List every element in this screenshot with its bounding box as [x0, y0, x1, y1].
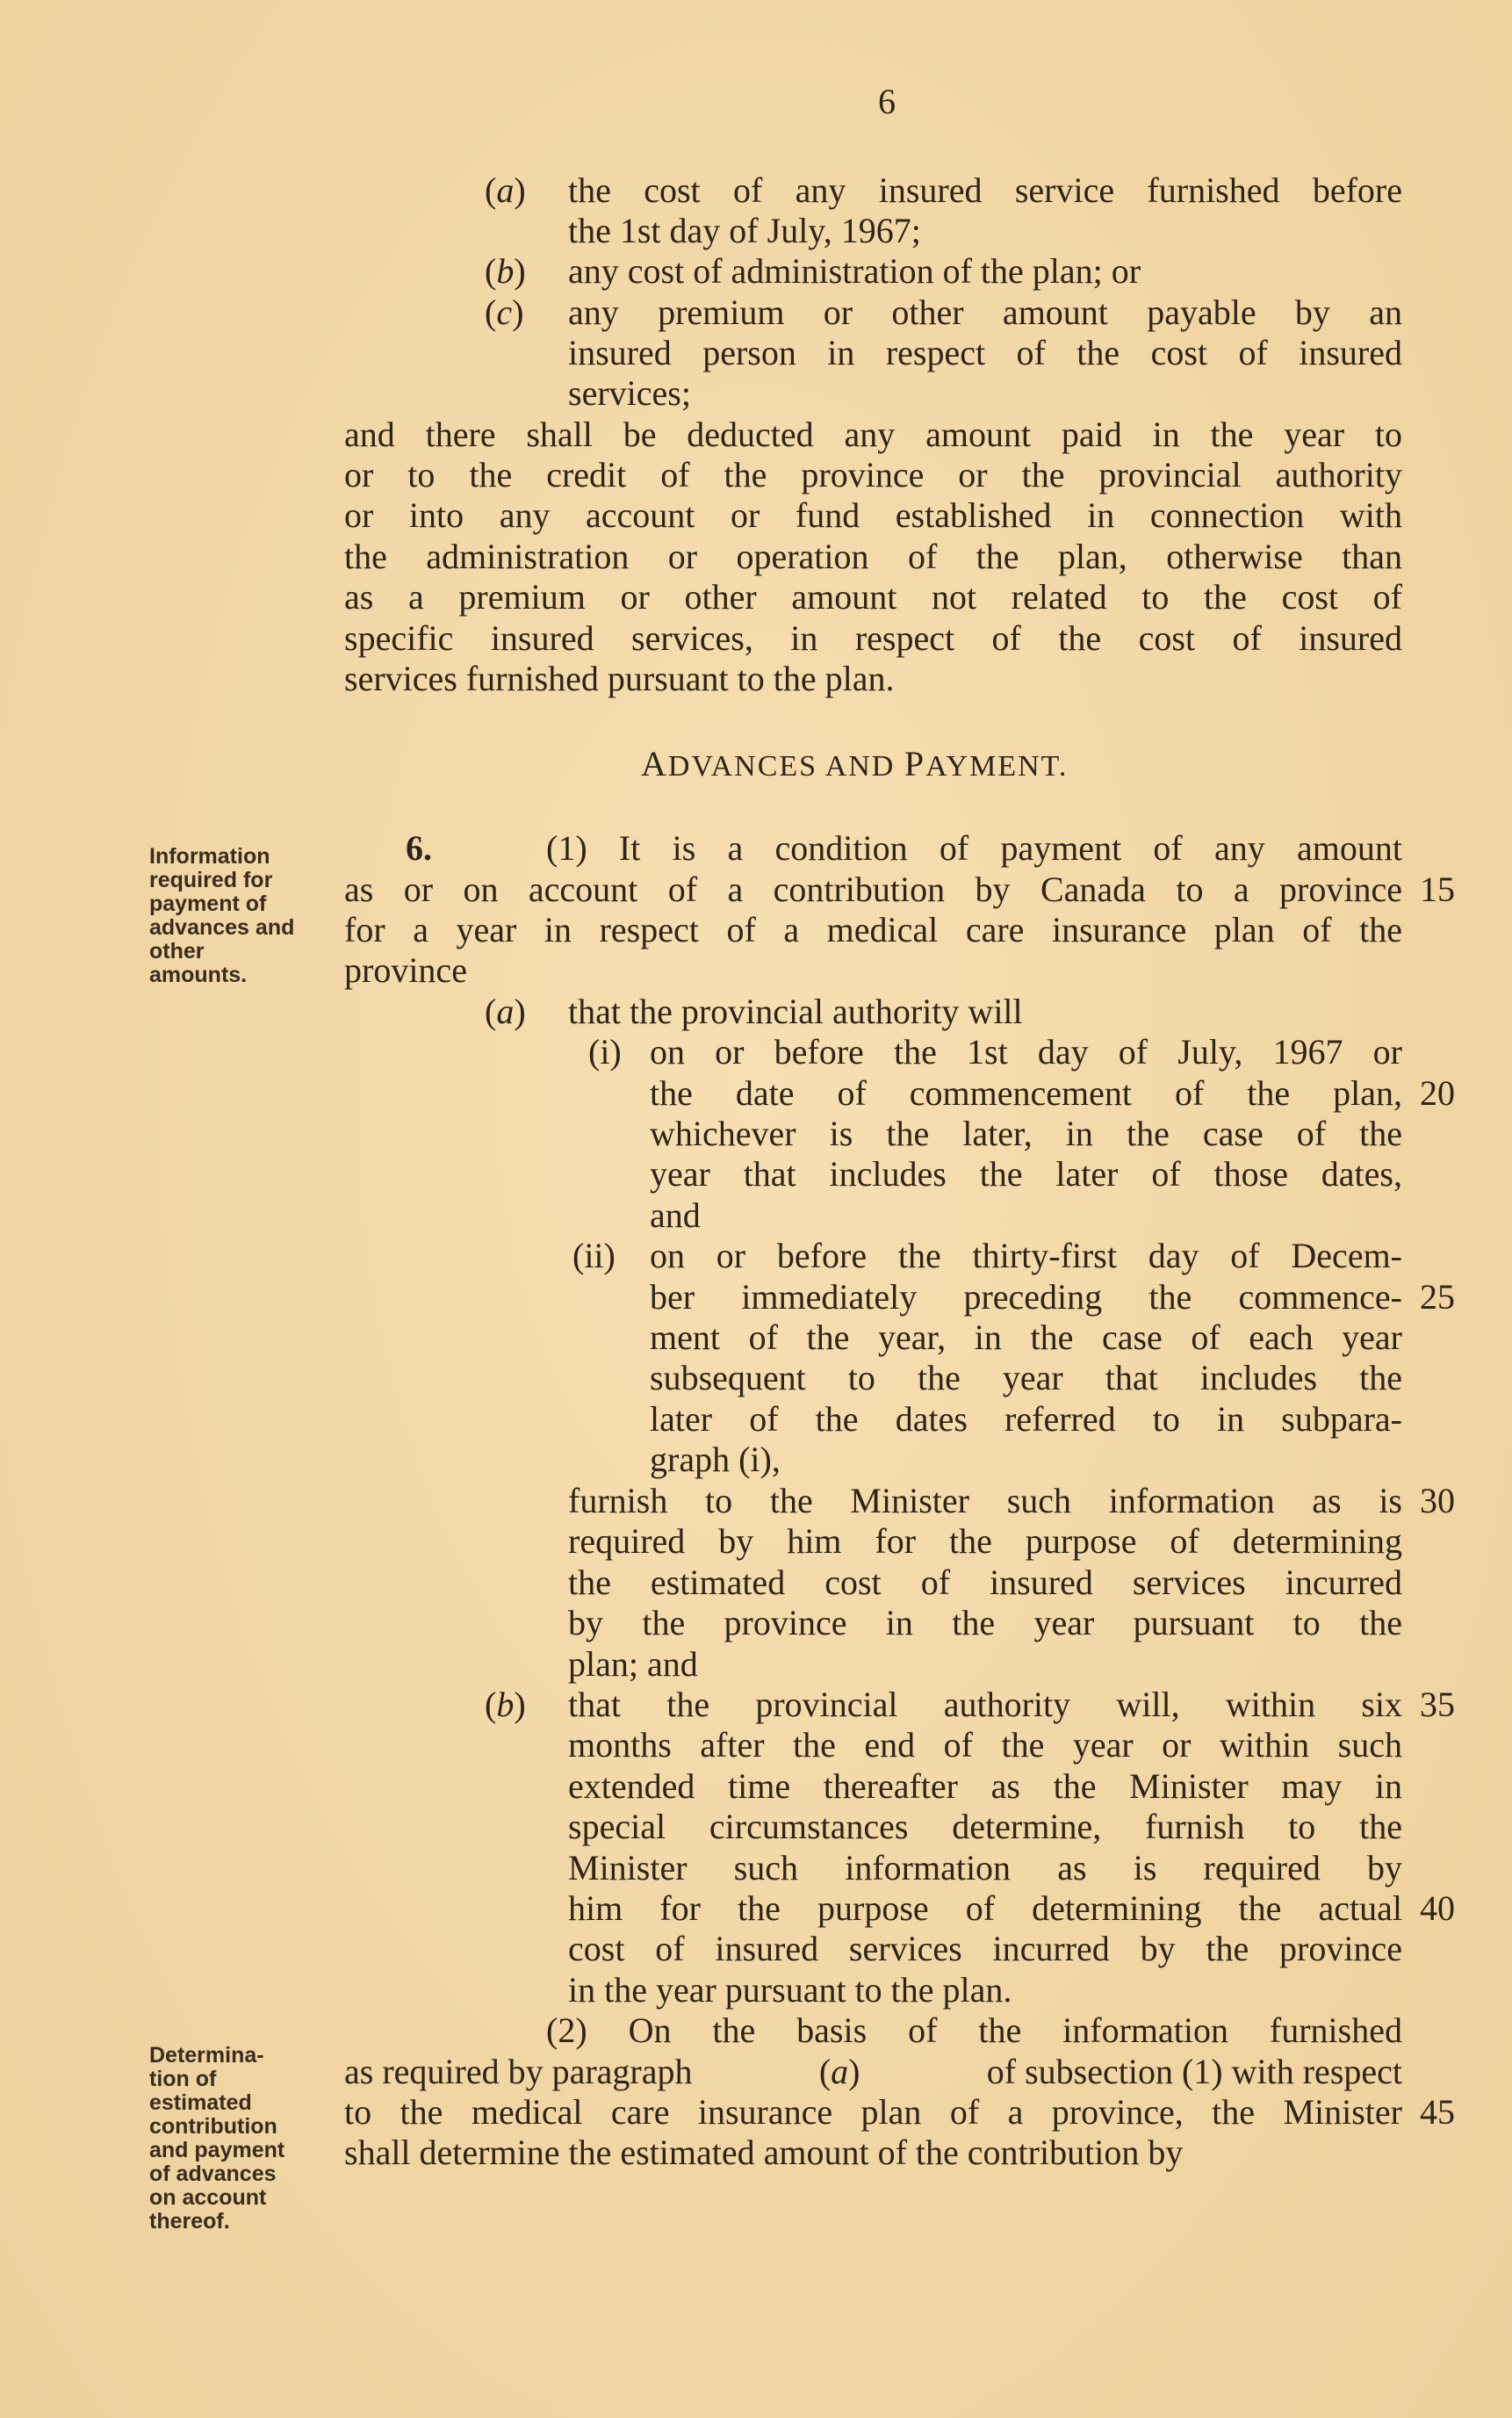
- item-ii-line-1: on or before the thirty-first day of Decem-: [650, 1236, 1402, 1275]
- sub1-line-2: for a year in respect of a medical care insurance plan of the: [344, 910, 1402, 949]
- para-a-text: that the provincial authority will: [568, 992, 1023, 1031]
- item-i-marker: (i): [588, 1032, 622, 1072]
- item-ii-line-3: ment of the year, in the case of each year: [650, 1317, 1402, 1357]
- item-ii-marker: (ii): [572, 1236, 616, 1275]
- line-number-35: 35: [1420, 1685, 1455, 1724]
- margin-note-determination: Determina- tion of estimated contribution and payment of advances on account thereof.: [149, 2043, 285, 2234]
- item-i-line-3: whichever is the later, in the case of the: [650, 1114, 1402, 1153]
- item-i-line-1: on or before the 1st day of July, 1967 or: [650, 1032, 1402, 1072]
- line-number-20: 20: [1420, 1073, 1455, 1113]
- section-heading: ADVANCES AND PAYMENT.: [641, 744, 1069, 783]
- list-c-line-1: any premium or other amount payable by an: [568, 292, 1402, 332]
- line-number-25: 25: [1420, 1277, 1455, 1317]
- list-c-line-2: insured person in respect of the cost of insured: [568, 333, 1402, 372]
- margin-note-information: Information required for payment of advances and other amounts.: [149, 844, 295, 987]
- para-b-marker: (b): [485, 1685, 526, 1724]
- line-number-30: 30: [1420, 1481, 1455, 1520]
- para-a-tail-3: the estimated cost of insured services incurred: [568, 1563, 1402, 1602]
- para-b-line-5: Minister such information as is required by: [568, 1848, 1402, 1887]
- sub2-line-3: shall determine the estimated amount of the contribution by: [344, 2133, 1184, 2172]
- para-a-tail-2: required by him for the purpose of determining: [568, 1521, 1402, 1561]
- list-marker-a: (a): [485, 170, 526, 210]
- section-number: 6.: [406, 828, 432, 868]
- list-marker-b: (b): [485, 251, 526, 291]
- list-marker-c: (c): [485, 292, 524, 332]
- para-a-tail-5: plan; and: [568, 1644, 698, 1684]
- para-b-line-7: cost of insured services incurred by the province: [568, 1929, 1402, 1968]
- line-number-15: 15: [1420, 870, 1455, 909]
- sub1-line-1: as or on account of a contribution by Canada to a province: [344, 870, 1402, 909]
- deduction-line-7: services furnished pursuant to the plan.: [344, 659, 895, 698]
- deduction-line-3: or into any account or fund established in connection with: [344, 495, 1402, 535]
- para-b-line-2: months after the end of the year or within such: [568, 1725, 1402, 1765]
- para-b-line-6: him for the purpose of determining the actual: [568, 1888, 1402, 1928]
- list-b-line-1: any cost of administration of the plan; or: [568, 251, 1141, 291]
- item-i-line-2: the date of commencement of the plan,: [650, 1073, 1402, 1113]
- item-i-line-5: and: [650, 1195, 701, 1235]
- deduction-line-6: specific insured services, in respect of the cost of insured: [344, 618, 1402, 658]
- para-b-line-4: special circumstances determine, furnish to the: [568, 1807, 1402, 1846]
- sub1-line-3: province: [344, 950, 467, 990]
- deduction-line-2: or to the credit of the province or the provincial authority: [344, 455, 1402, 494]
- sub2-line-2: to the medical care insurance plan of a province, the Minister: [344, 2092, 1402, 2132]
- list-a-line-2: the 1st day of July, 1967;: [568, 211, 921, 250]
- item-ii-line-2: ber immediately preceding the commence-: [650, 1277, 1402, 1317]
- para-a-marker: (a): [485, 992, 526, 1031]
- list-c-line-3: services;: [568, 373, 691, 413]
- item-ii-line-4: subsequent to the year that includes the: [650, 1358, 1402, 1397]
- deduction-line-4: the administration or operation of the plan, otherwise than: [344, 537, 1402, 576]
- para-a-tail-4: by the province in the year pursuant to the: [568, 1603, 1402, 1642]
- para-a-tail-1: furnish to the Minister such information as is: [568, 1481, 1402, 1520]
- para-b-line-3: extended time thereafter as the Minister may in: [568, 1766, 1402, 1806]
- item-ii-line-6: graph (i),: [650, 1440, 781, 1479]
- sub2-lead-line: (2) On the basis of the information furnished: [546, 2010, 1402, 2050]
- list-a-line-1: the cost of any insured service furnished before: [568, 170, 1402, 210]
- line-number-40: 40: [1420, 1888, 1455, 1928]
- item-ii-line-5: later of the dates referred to in subpara-: [650, 1399, 1402, 1439]
- para-b-line-1: that the provincial authority will, within six: [568, 1685, 1402, 1724]
- para-b-line-8: in the year pursuant to the plan.: [568, 1970, 1012, 2010]
- page-number: 6: [878, 82, 896, 121]
- sub2-line-1: as required by paragraph (a) of subsection (1) with respect: [344, 2052, 1402, 2091]
- deduction-line-1: and there shall be deducted any amount paid in the year to: [344, 415, 1402, 454]
- deduction-line-5: as a premium or other amount not related to the cost of: [344, 577, 1402, 617]
- item-i-line-4: year that includes the later of those dates,: [650, 1154, 1402, 1194]
- sub1-lead-line: (1) It is a condition of payment of any amount: [546, 828, 1402, 868]
- line-number-45: 45: [1420, 2092, 1455, 2132]
